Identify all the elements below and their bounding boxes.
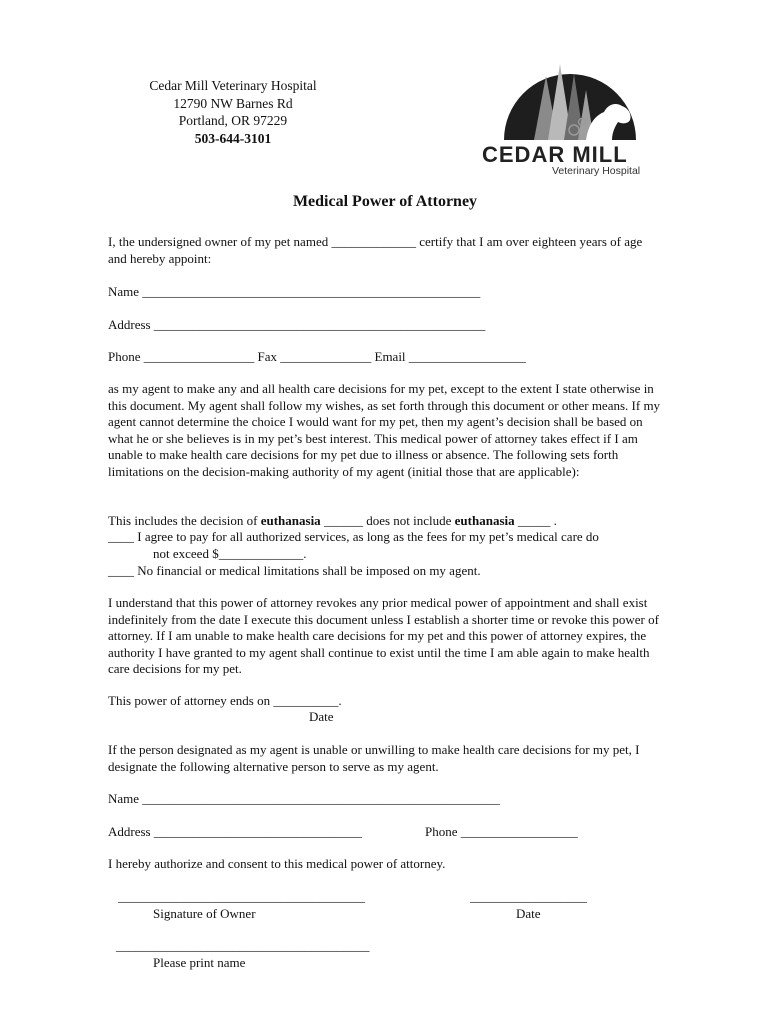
euthanasia-line[interactable] xyxy=(108,513,557,530)
clinic-name: Cedar Mill Veterinary Hospital xyxy=(149,78,317,93)
option-no-limit[interactable]: ____ No financial or medical limitations shall be imposed on my agent. xyxy=(108,563,481,578)
euthanasia-middle: ______ does not include xyxy=(320,513,455,528)
intro-paragraph: I, the undersigned owner of my pet named _____________ certify that I am over eighteen years of age and hereby appoint: xyxy=(108,234,643,266)
authority-paragraph: as my agent to make any and all health care decisions for my pet, except to the extent I state otherwise in this document. My agent shall follow my wishes, as set forth through this document or other means. If my agent cannot determine the choice I would want for my pet, then my agent’s decision shall be based on what he or she believes is in my pet’s best interest. This medical power of attorney takes effect if I am unable to make health care decisions for my pet due to illness or absence. The following sets forth limitations on the decision-making authority of my agent (initial those that are applicable): xyxy=(108,381,661,479)
agent-address-field[interactable]: Address ___________________________________________________ xyxy=(108,317,486,332)
consent-statement: I hereby authorize and consent to this medical power of attorney. xyxy=(108,856,446,871)
clinic-header xyxy=(108,77,358,147)
owner-signature-line[interactable]: ______________________________________ xyxy=(118,889,365,904)
euthanasia-word: euthanasia xyxy=(260,513,321,528)
clinic-street: 12790 NW Barnes Rd xyxy=(173,95,293,111)
print-name-label: Please print name xyxy=(153,955,246,970)
logo-subtitle: Veterinary Hospital xyxy=(552,165,641,176)
ends-date-field[interactable]: This power of attorney ends on __________. xyxy=(108,693,342,708)
ends-date-label: Date xyxy=(309,709,334,724)
option-fee-limit[interactable]: ____ I agree to pay for all authorized services, as long as the fees for my pet’s medical care do xyxy=(108,529,599,544)
agent-contact-fields[interactable]: Phone _________________ Fax ______________ Email __________________ xyxy=(108,349,526,364)
revoke-paragraph: I understand that this power of attorney revokes any prior medical power of appointment and shall exist indefinitely from the date I execute this document unless I establish a shorter time or revoke this power of attorney. If I am unable to make health care decisions for my pet and this power of attorney expires, the authority I have granted to my agent shall continue to exist until the time I am able again to make health care decisions for my pet. xyxy=(108,595,659,676)
signature-date-line[interactable]: __________________ xyxy=(470,889,587,904)
euthanasia-word: euthanasia xyxy=(454,513,515,528)
logo-brand: CEDAR MILL xyxy=(482,142,628,167)
clinic-city: Portland, OR 97229 xyxy=(178,113,288,128)
owner-signature-label: Signature of Owner xyxy=(153,906,256,921)
option-fee-limit-amount[interactable]: not exceed $_____________. xyxy=(153,546,307,561)
print-name-line[interactable]: _______________________________________ xyxy=(116,938,370,953)
clinic-phone: 503-644-3101 xyxy=(194,130,272,146)
euthanasia-prefix: This includes the decision of xyxy=(108,513,261,528)
euthanasia-suffix: _____ . xyxy=(514,513,557,528)
alternate-phone-field[interactable]: Phone __________________ xyxy=(425,824,578,839)
alternate-name-field[interactable]: Name _______________________________________________________ xyxy=(108,791,500,806)
page-title: Medical Power of Attorney xyxy=(292,193,478,210)
alternate-paragraph: If the person designated as my agent is unable or unwilling to make health care decisions for my pet, I designate the following alternative person to serve as my agent. xyxy=(108,742,640,774)
alternate-address-field[interactable]: Address ________________________________ xyxy=(108,824,362,839)
cedar-mill-logo xyxy=(482,58,658,176)
signature-date-label: Date xyxy=(516,906,541,921)
agent-name-field[interactable]: Name ____________________________________________________ xyxy=(108,284,481,299)
